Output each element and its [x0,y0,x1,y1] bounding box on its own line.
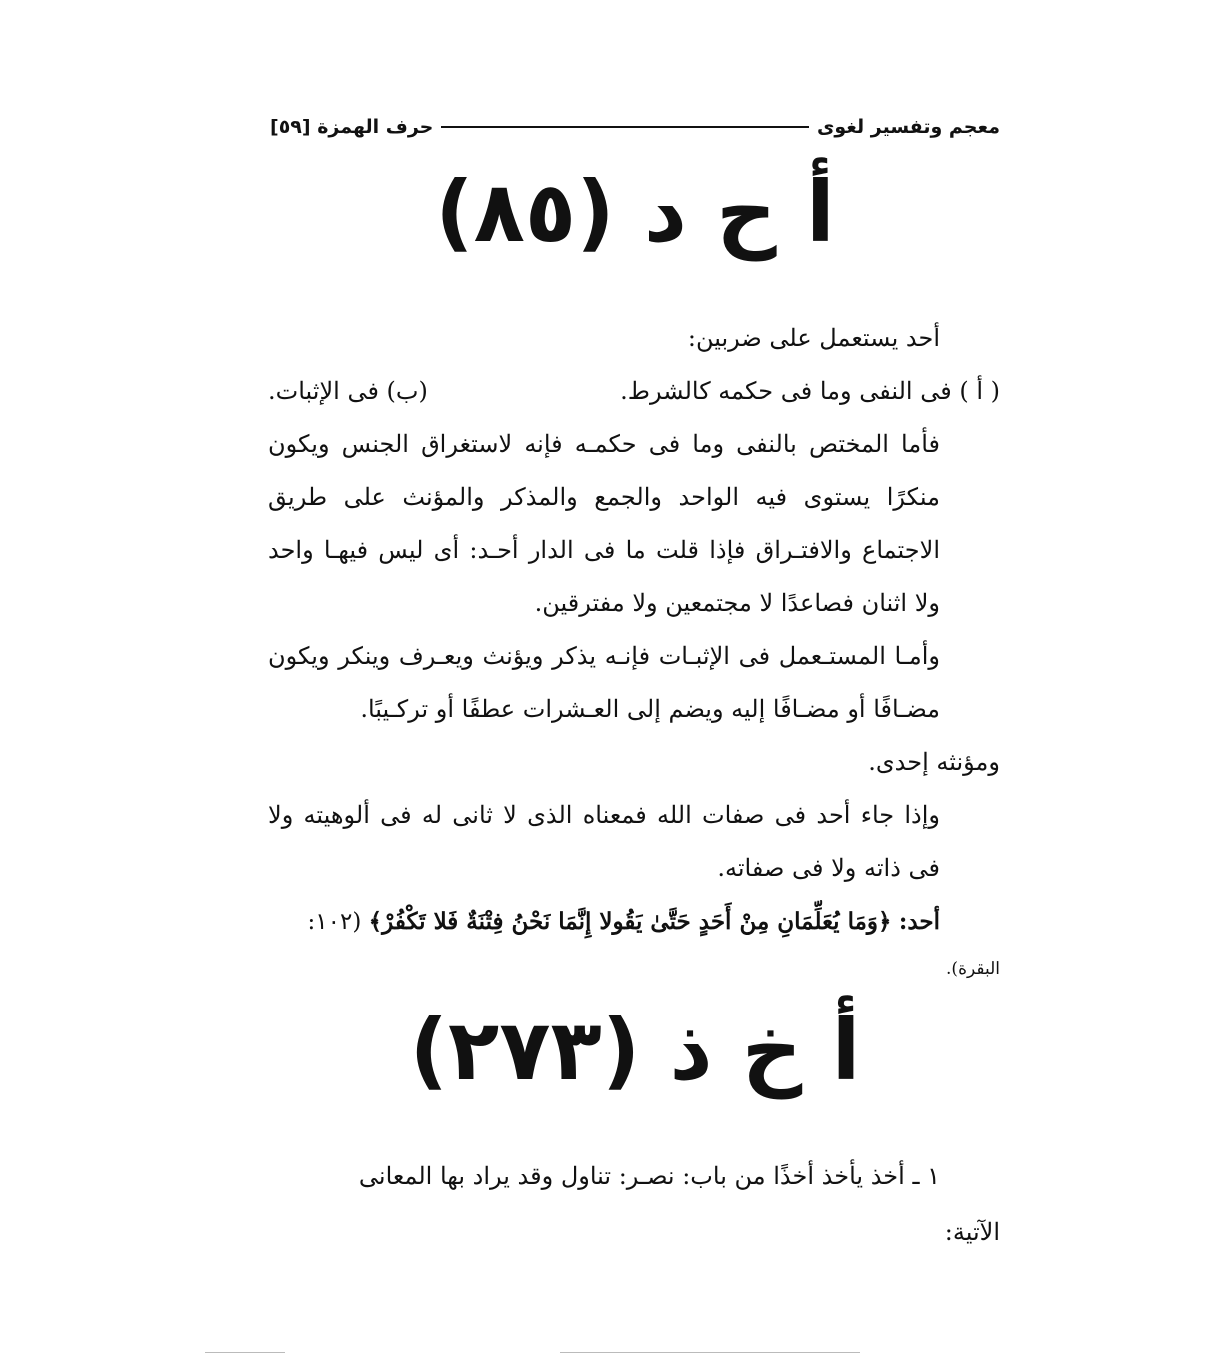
scan-artifact [560,1352,860,1353]
paragraph: وأمـا المستـعمل فى الإثبـات فإنـه يذكر ويؤنث ويعـرف وينكر ويكون مضـافًا أو مضـافًا إليه ويضم إلى العـشرات عطفًا أو تركـيبًا. [268,642,940,723]
header-rule [441,126,809,128]
quran-quote [268,895,1000,949]
quote-label: أحد: [898,908,940,935]
book-title: معجم وتفسير لغوى [816,116,1000,138]
section-label: حرف الهمزة [٥٩] [270,116,434,138]
option-b: (ب) فى الإثبات. [268,377,428,405]
entry-heading-akhdh: أ خ ذ (٢٧٣) [409,1001,861,1099]
running-header [270,112,1000,142]
paragraph: الآتية: [944,1218,1000,1246]
quote-ref-start: (١٠٢: [307,909,362,935]
option-a: ( أ ) فى النفى وما فى حكمه كالشرط. [620,377,1000,405]
quote-text: ﴿وَمَا يُعَلِّمَانِ مِنْ أَحَدٍ حَتَّىٰ يَقُولا إِنَّمَا نَحْنُ فِتْنَةٌ فَلا تَكْفُرْ﴾ [368,908,892,935]
quote-ref-end: البقرة). [946,959,1000,979]
entry-body-akhdh [268,1148,1000,1260]
paragraph: ١ ـ أخذ يأخذ أخذًا من باب: نصـر: تناول وقد يراد بها المعانى [358,1162,940,1190]
paragraph: وإذا جاء أحد فى صفات الله فمعناه الذى لا ثانى له فى ألوهيته ولا فى ذاته ولا فى صفاته. [268,801,940,882]
scan-artifact [205,1352,285,1353]
entry-intro: أحد يستعمل على ضربين: [687,324,940,352]
entry-heading-ahd: أ ح د (٨٥) [435,163,835,261]
entry-options [268,365,1000,418]
entry-body-ahd [268,312,1000,989]
paragraph: فأما المختص بالنفى وما فى حكمـه فإنه لاستغراق الجنس ويكون منكرًا يستوى فيه الواحد والجمع والمذكر والمؤنث على طريق الاجتماع والافتـراق فإذا قلت ما فى الدار أحـد: أى ليس فيهـا واحد ولا اثنان فصاعدًا لا مجتمعين ولا مفترقين. [268,430,940,617]
paragraph: ومؤنثه إحدى. [868,748,1000,776]
